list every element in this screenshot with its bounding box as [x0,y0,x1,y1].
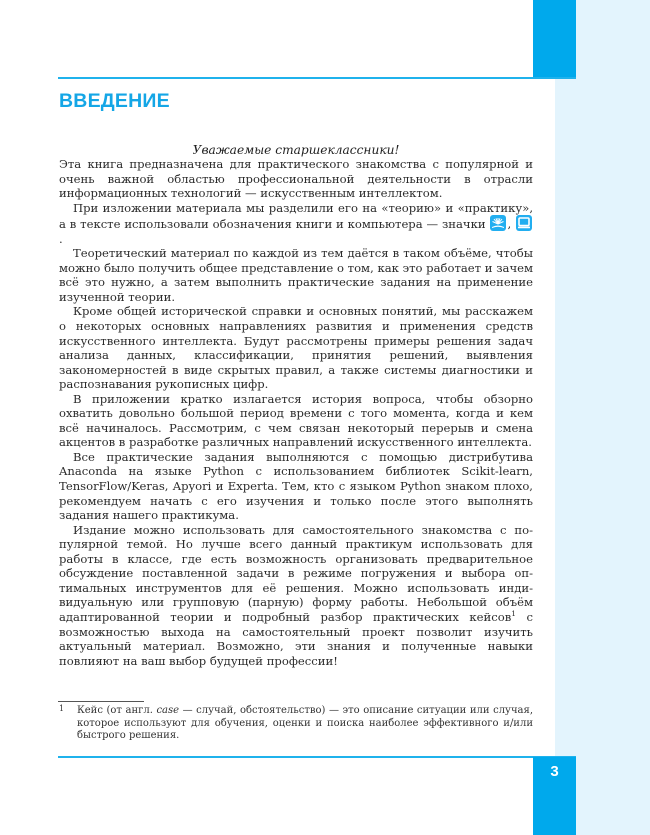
footnote-text-start: Кейс (от англ. [77,705,157,716]
paragraph-5: В приложении кратко излагается история вопроса, чтобы обзорно охватить довольно большой период времени с того момента, когда и кем всё начиналось. Рассмотрим, с чем связан некоторый перерыв и смена акцентов в разработке различных направлений искусственного интеллекта. [59,391,533,450]
footnote-separator [58,701,144,702]
page-number: 3 [550,763,559,780]
paragraph-2 [59,201,533,247]
footer-color-tab [533,757,576,835]
paragraph-3: Теоретический материал по каждой из тем даётся в таком объёме, чтобы можно было получить общее представление о том, как это работает и зачем всё это нужно, а затем выполнить практические задания на применение изученной теории. [59,246,533,304]
footnote-reference[interactable]: 1 [511,608,517,618]
header-rule [58,77,576,79]
book-icon [490,215,506,231]
paragraph-2-text: При изложении материала мы разделили его на «теорию» и «практику», а в тексте использовали обозначения книги и компьютера — значки [59,200,533,232]
page-side-strip [555,78,650,835]
computer-icon [516,215,532,231]
paragraph-7 [59,523,533,668]
footnote [59,705,533,743]
footnote-marker: 1 [59,704,65,713]
paragraph-1: Эта книга предназначена для практического знакомства с популярной и очень важной областью профессиональной деятельности в отрасли информационных технологий — искусственным интеллектом. [59,157,533,201]
body-text [59,157,533,668]
page-side-strip-top [576,0,650,78]
header-color-tab [533,0,576,79]
greeting: Уважаемые старшеклассники! [192,143,400,157]
paragraph-6: Все практические задания выполняются с помощью дистрибутива Anaconda на языке Python с использованием библиотек Scikit-learn, TensorFlow/Keras, Apyori и Experta. Тем, кто с языком Python знаком плохо, рекомендуем начать с его изучения и только после этого выполнять задания нашего практикума. [59,449,533,523]
footnote-text-end: — случай, обстоятельство) — это описание ситуации или случая, которое используют для обучения, оценки и поиска наиболее эффективного и/или быстрого решения. [77,705,533,742]
paragraph-7-text-end: с возможностью выхода на самостоятельный проект позволит изучить актуальный материал. Возможно, эти знания и полученные навыки повлияют на ваш выбор будущей профессии! [59,609,533,668]
section-title: ВВЕДЕНИЕ [59,90,170,112]
paragraph-7-text: Издание можно использовать для самостоятельного знакомства с популярной темой. Но лучше всего данный практикум использовать для работы в классе, где есть возможность организовать предварительное обсуждение поставленной задачи в режиме погружения и выбора оптимальных инструментов для её решения. Можно использовать индивидуальную или групповую (парную) форму работы. Небольшой объём адаптированной теории и подробный разбор практических кейсов [59,522,533,624]
paragraph-2-end: . [59,231,63,246]
icon-separator: , [507,217,512,232]
footnote-text [77,705,533,743]
footer-rule [58,756,576,758]
footnote-term: case [156,705,180,716]
paragraph-4: Кроме общей исторической справки и основных понятий, мы расскажем о некоторых основных направлениях развития и применения средств искусственного интеллекта. Будут рассмотрены примеры решения задач анализа данных, классификации, принятия решений, выявления закономерностей в виде скрытых правил, а также системы диагностики и распознавания рукописных цифр. [59,304,533,392]
